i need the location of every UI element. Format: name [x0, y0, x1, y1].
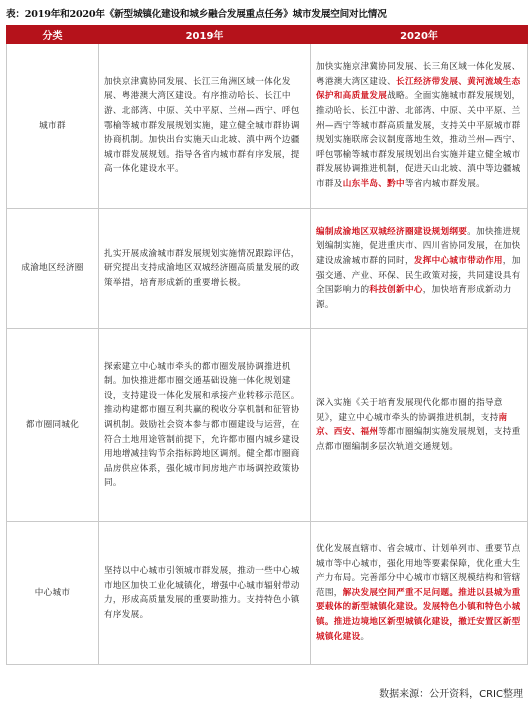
- cell-text: 加快实施京津冀协同发展、长三角区域一体化发展、粤港澳大湾区建设、: [316, 62, 521, 87]
- highlighted-text: 解决发展空间严重不足问题。推进以县城为重要载体的新型城镇化建设。发展特色小镇和特色小城镇。推进边境地区新型城镇化建设，撤迁安置区新型城镇化建设: [316, 587, 521, 642]
- header-2020: 2020年: [311, 26, 528, 44]
- table-row: [7, 208, 528, 329]
- highlighted-text: 南京、西安、福州: [316, 412, 508, 438]
- cell-text: 探索建立中心城市牵头的都市圈发展协调推进机制。加快推进都市圈交通基础设施一体化规划建设，支持建设一体化发展和承接产业转移示范区。推动构建都市圈互利共赢的税收分享机制和征管协调机制。鼓励社会资本参与都市圈建设与运营，在符合土地用途管制前提下，允许都市圈内城乡建设用地增减挂钩节余指标跨地区调剂。健全都市圈商品房供应体系，强化城市间房地产市场调控政策协同。: [104, 361, 300, 489]
- cell-text: 坚持以中心城市引领城市群发展，推动一些中心城市地区加快工业化城镇化，增强中心城市辐射带动力，形成高质量发展的重要助推力。支持特色小镇有序发展。: [104, 565, 300, 620]
- cell-2020: [311, 44, 528, 209]
- cell-2020: [311, 522, 528, 665]
- header-category: 分类: [7, 26, 99, 44]
- cell-2020: [311, 329, 528, 522]
- row-category: 都市圈同城化: [7, 329, 99, 522]
- header-2019: 2019年: [99, 26, 311, 44]
- table-header-row: [7, 26, 528, 44]
- cell-text: 深入实施《关于培育发展现代化都市圈的指导意见》，建立中心城市牵头的协调推进机制，支持: [316, 398, 503, 423]
- cell-text: 优化发展直辖市、省会城市、计划单列市、重要节点城市等中心城市，强化用地等要素保障，优化重大生产力布局。完善部分中心城市市辖区规模结构和管辖范围，: [316, 544, 521, 598]
- cell-text: ，加强交通、产业、环保、民生政策对接，共同建设具有全国影响力的: [316, 255, 521, 296]
- cell-text: 加快京津冀协同发展、长江三角洲区域一体化发展、粤港澳大湾区建设。有序推动哈长、长江中游、北部湾、中原、关中平原、兰州—西宁、呼包鄂榆等城市群发展规划实施，建立健全城市群协调协商机制。加快出台实施天山北坡、滇中两个边疆城市群发展规划。指导各省内城市群有序发展，提高一体化建设水平。: [104, 76, 300, 175]
- cell-2019: [99, 44, 311, 209]
- highlighted-text: 长江经济带发展、黄河流域生态保护和高质量发展: [316, 76, 521, 102]
- cell-text: 战略。全面实施城市群发展规划，推动哈长、长江中游、北部湾、中原、关中平原、兰州—西宁等城市群高质量发展，支持关中平原城市群规划实施联席会议制度落地生效，推动兰州—西宁、呼包鄂榆等城市群发展规划出台实施并建立健全城市群发展协调推进机制，促进天山北坡、滇中等边疆城市群及: [316, 91, 521, 189]
- highlighted-text: 编制成渝地区双城经济圈建设规划纲要: [316, 226, 468, 237]
- data-source-note: 数据来源：公开资料，CRIC整理: [379, 689, 523, 700]
- highlighted-text: 发挥中心城市带动作用: [413, 255, 503, 266]
- highlighted-text: 山东半岛、黔中: [342, 178, 405, 189]
- table-row: [7, 522, 528, 665]
- row-category: 城市群: [7, 44, 99, 209]
- table-row: [7, 44, 528, 209]
- cell-2019: [99, 522, 311, 665]
- highlighted-text: 科技创新中心: [369, 285, 423, 296]
- cell-2019: [99, 329, 311, 522]
- cell-text: 。: [360, 631, 370, 642]
- table-row: [7, 329, 528, 522]
- row-category: 中心城市: [7, 522, 99, 665]
- cell-text: 等都市圈编制实施发展规划，支持重点都市圈编制多层次轨道交通规划。: [316, 427, 521, 452]
- page-title: 表：2019年和2020年《新型城镇化建设和城乡融合发展重点任务》城市发展空间对比情况: [6, 9, 387, 20]
- cell-2020: [311, 208, 528, 329]
- cell-text: 。加快推进规划编制实施，促进重庆市、四川省协同发展，在加快建设成渝城市群的同时，: [316, 226, 521, 266]
- cell-text: 扎实开展成渝城市群发展规划实施情况跟踪评估，研究提出支持成渝地区双城经济圈高质量发展的政策举措，培育形成新的重要增长极。: [104, 248, 300, 288]
- cell-text: 等省内城市群发展。: [404, 178, 485, 189]
- cell-2019: [99, 208, 311, 329]
- cell-text: ，加快培育形成新动力源。: [316, 285, 512, 310]
- comparison-table: [6, 25, 528, 665]
- row-category: 成渝地区经济圈: [7, 208, 99, 329]
